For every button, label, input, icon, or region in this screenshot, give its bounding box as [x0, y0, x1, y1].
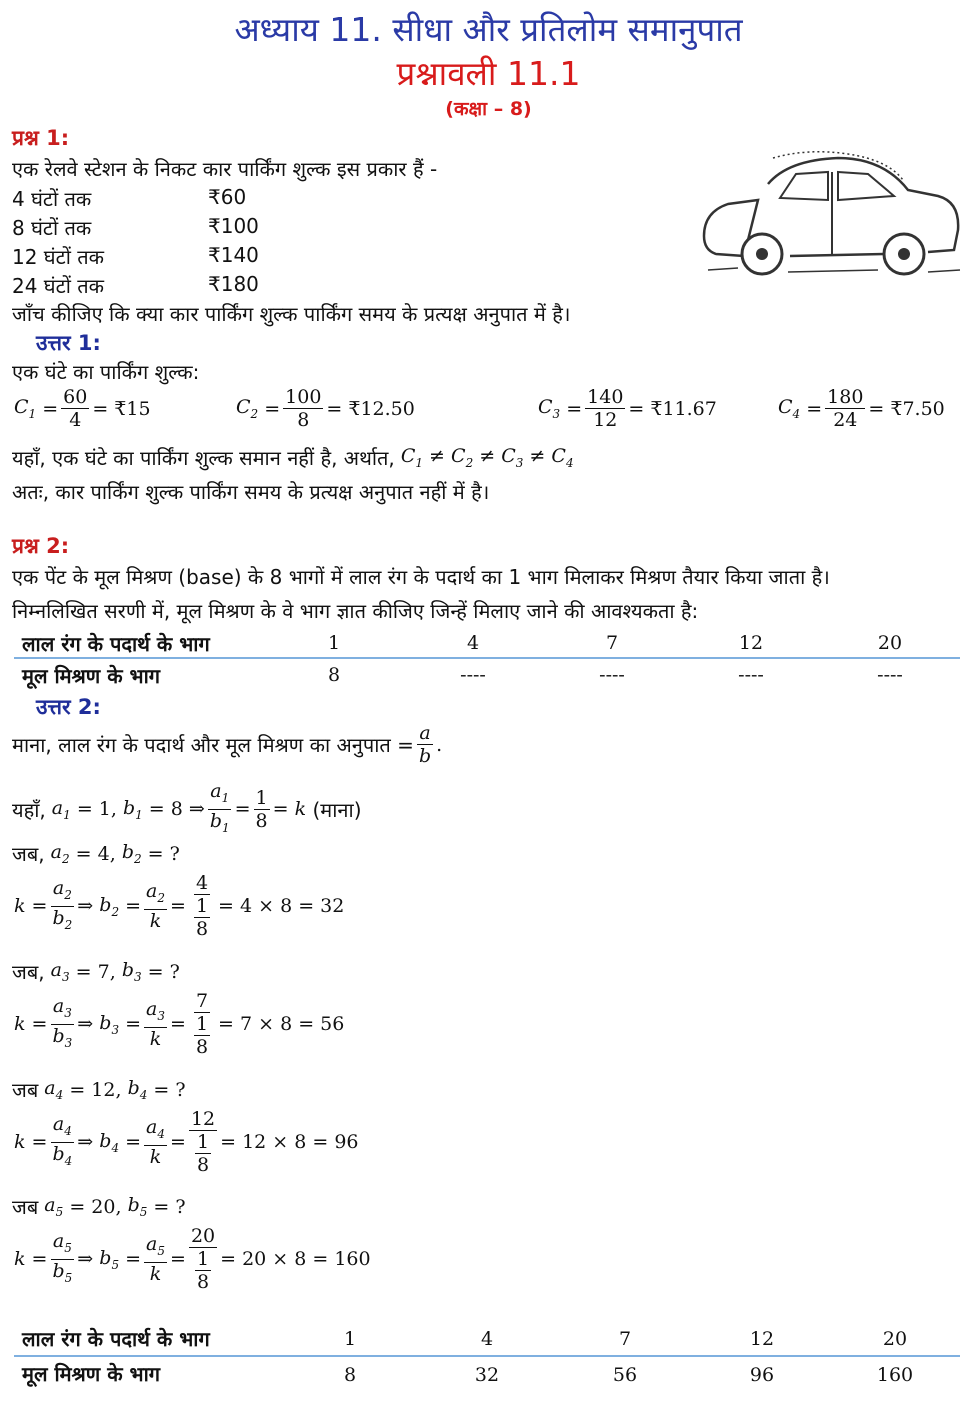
q2-label: प्रश्न 2: [12, 534, 70, 558]
car-illustration [698, 150, 966, 278]
q1-question: जाँच कीजिए कि क्या कार पार्किंग शुल्क पार्किंग समय के प्रत्यक्ष अनुपात में है। [12, 302, 571, 326]
table-row-label: लाल रंग के पदार्थ के भाग [22, 632, 210, 656]
table-cell: 12 [738, 632, 764, 654]
calc-c3: $C_3$ = $\frac{140}{12}$ = ₹11.67 [538, 386, 717, 431]
table-row-label: लाल रंग के पदार्थ के भाग [22, 1327, 210, 1351]
q1-note: यहाँ, एक घंटे का पार्किंग शुल्क समान नहीं है, अर्थात, $C_1 \ne C_2 \ne C_3 \ne C_4$ [12, 445, 574, 470]
here-line: यहाँ, $a_1$ = 1, $b_1$ = 8 ⇒ $\frac{a_1}{b_1}$ = $\frac{1}{8}$ = k (माना) [12, 780, 362, 835]
rate-duration: 12 घंटों तक [12, 245, 105, 269]
class-label: (कक्षा – 8) [445, 98, 532, 120]
table-cell: ---- [877, 664, 903, 686]
rate-fee: ₹140 [208, 243, 259, 267]
table-cell: 8 [327, 664, 341, 686]
table-cell: 32 [474, 1364, 500, 1386]
when-line: जब $a_4$ = 12 , $b_4$ = ? [12, 1077, 186, 1102]
step-equation: k = $\frac{a_2}{b_2}$ ⇒ $b_2$ = $\frac{a_2}{k}$ = $\frac{4}{\frac{1}{8}}$ = 4 × 8 = 32 [14, 872, 345, 940]
assume-ratio: माना, लाल रंग के पदार्थ और मूल मिश्रण का अनुपात = $\frac{a}{b}$ . [12, 722, 443, 767]
calc-c4: $C_4$ = $\frac{180}{24}$ = ₹7.50 [778, 386, 945, 431]
when-line: जब $a_5$ = 20 , $b_5$ = ? [12, 1194, 186, 1219]
table-row-label: मूल मिश्रण के भाग [22, 1362, 161, 1386]
rate-fee: ₹60 [208, 185, 247, 209]
q1-answer-label: उत्तर 1: [36, 331, 101, 355]
rate-fee: ₹180 [208, 272, 259, 296]
rate-duration: 24 घंटों तक [12, 274, 105, 298]
table-cell: 4 [480, 1328, 494, 1350]
table-cell: ---- [738, 664, 764, 686]
table-cell: 8 [343, 1364, 357, 1386]
calc-c1: $C_1$ = $\frac{60}{4}$ = ₹15 [14, 386, 151, 431]
per-hour-label: एक घंटे का पार्किंग शुल्क: [12, 360, 200, 384]
table-cell: 56 [612, 1364, 638, 1386]
step-equation: k = $\frac{a_5}{b_5}$ ⇒ $b_5$ = $\frac{a_5}{k}$ = $\frac{20}{\frac{1}{8}}$ = 20 × 8 = 160 [14, 1225, 371, 1293]
when-line: जब, $a_3$ = 7 , $b_3$ = ? [12, 959, 180, 984]
q2-text-1: एक पेंट के मूल मिश्रण (base) के 8 भागों में लाल रंग के पदार्थ का 1 भाग मिलाकर मिश्रण तैयार किया जाता है। [12, 565, 830, 589]
q1-conclusion: अतः, कार पार्किंग शुल्क पार्किंग समय के प्रत्यक्ष अनुपात नहीं में है। [12, 480, 490, 504]
table-cell: 1 [327, 632, 341, 654]
table-cell: 96 [749, 1364, 775, 1386]
table-cell: 4 [466, 632, 480, 654]
table-cell: 12 [749, 1328, 775, 1350]
table-cell: ---- [599, 664, 625, 686]
exercise-title: प्रश्नावली 11.1 [396, 54, 581, 93]
when-line: जब, $a_2$ = 4 , $b_2$ = ? [12, 841, 180, 866]
rate-duration: 8 घंटों तक [12, 216, 92, 240]
table-divider [14, 1355, 960, 1357]
table-cell: 7 [618, 1328, 632, 1350]
q2-answer-label: उत्तर 2: [36, 695, 101, 719]
table-cell: ---- [460, 664, 486, 686]
q2-text-2: निम्नलिखित सरणी में, मूल मिश्रण के वे भाग ज्ञात कीजिए जिन्हें मिलाए जाने की आवश्यकता है: [12, 599, 699, 623]
calc-c2: $C_2$ = $\frac{100}{8}$ = ₹12.50 [236, 386, 415, 431]
table-cell: 1 [343, 1328, 357, 1350]
q1-intro: एक रेलवे स्टेशन के निकट कार पार्किंग शुल्क इस प्रकार हैं - [12, 157, 438, 181]
table-cell: 20 [877, 632, 903, 654]
table-divider [14, 657, 960, 659]
page-title: अध्याय 11. सीधा और प्रतिलोम समानुपात [234, 10, 743, 49]
rate-duration: 4 घंटों तक [12, 187, 92, 211]
table-cell: 20 [882, 1328, 908, 1350]
step-equation: k = $\frac{a_4}{b_4}$ ⇒ $b_4$ = $\frac{a_4}{k}$ = $\frac{12}{\frac{1}{8}}$ = 12 × 8 = 96 [14, 1108, 359, 1176]
table-row-label: मूल मिश्रण के भाग [22, 664, 161, 688]
rate-fee: ₹100 [208, 214, 259, 238]
table-cell: 160 [876, 1364, 914, 1386]
step-equation: k = $\frac{a_3}{b_3}$ ⇒ $b_3$ = $\frac{a_3}{k}$ = $\frac{7}{\frac{1}{8}}$ = 7 × 8 = 56 [14, 990, 345, 1058]
table-cell: 7 [605, 632, 619, 654]
q1-label: प्रश्न 1: [12, 126, 70, 150]
